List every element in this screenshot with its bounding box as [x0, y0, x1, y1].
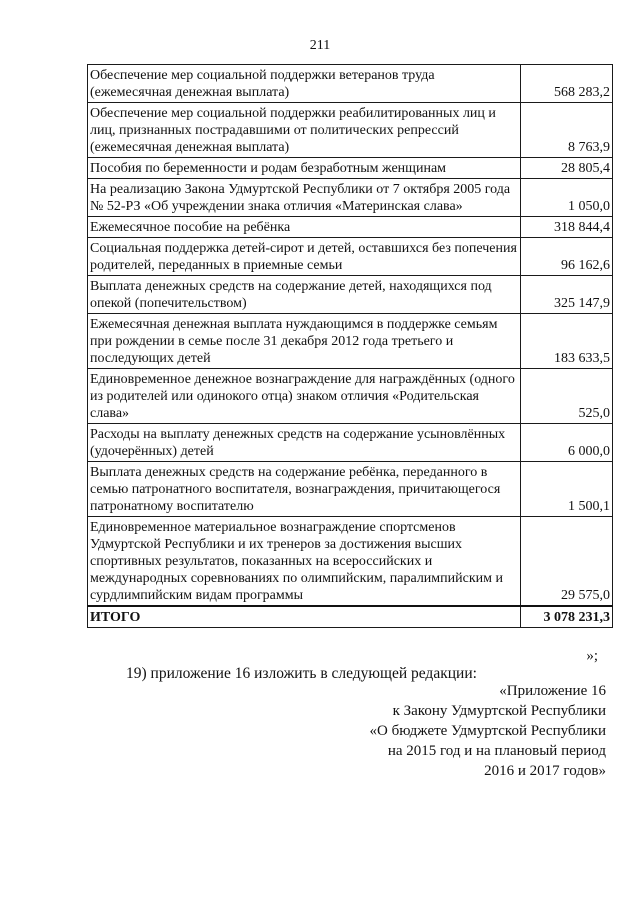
- row-name: Обеспечение мер социальной поддержки ветеранов труда (ежемесячная денежная выплата): [88, 65, 521, 103]
- closing-quote: »;: [586, 648, 598, 664]
- table-row: [88, 517, 613, 607]
- table-row: [88, 238, 613, 276]
- row-name: На реализацию Закона Удмуртской Республики от 7 октября 2005 года № 52-РЗ «Об учреждении знака отличия «Материнская слава»: [88, 179, 521, 217]
- budget-table-body: [88, 65, 613, 628]
- table-row: [88, 276, 613, 314]
- appendix-ref-line: «О бюджете Удмуртской Республики: [369, 723, 606, 739]
- row-amount: 525,0: [521, 369, 613, 424]
- row-amount: 8 763,9: [521, 103, 613, 158]
- row-amount: 568 283,2: [521, 65, 613, 103]
- row-name: Ежемесячная денежная выплата нуждающимся в поддержке семьям при рождении в семье после 31 декабря 2012 года третьего и последующих детей: [88, 314, 521, 369]
- appendix-reference: [286, 681, 606, 781]
- appendix-ref-line: «Приложение 16: [499, 683, 606, 699]
- row-name: Единовременное материальное вознаграждение спортсменов Удмуртской Республики и их тренеров за достижения высших спортивных результатов, показанных на всероссийских и международных соревнованиях по олимпийским, паралимпийским и сурдлимпийским видам программы: [88, 517, 521, 607]
- amendment-instruction: 19) приложение 16 изложить в следующей редакции:: [126, 665, 477, 682]
- page-number: 211: [309, 38, 331, 53]
- row-amount: 96 162,6: [521, 238, 613, 276]
- table-row: [88, 217, 613, 238]
- table-row: [88, 158, 613, 179]
- table-row: [88, 462, 613, 517]
- appendix-ref-line: 2016 и 2017 годов»: [484, 763, 606, 779]
- appendix-ref-line: к Закону Удмуртской Республики: [392, 703, 606, 719]
- total-label: ИТОГО: [88, 606, 521, 628]
- row-amount: 1 050,0: [521, 179, 613, 217]
- row-amount: 325 147,9: [521, 276, 613, 314]
- row-name: Социальная поддержка детей-сирот и детей, оставшихся без попечения родителей, переданных в приемные семьи: [88, 238, 521, 276]
- table-row: [88, 314, 613, 369]
- row-amount: 29 575,0: [521, 517, 613, 607]
- budget-table: [87, 64, 613, 628]
- appendix-ref-line: на 2015 год и на плановый период: [387, 743, 606, 759]
- row-amount: 6 000,0: [521, 424, 613, 462]
- row-name: Расходы на выплату денежных средств на содержание усыновлённых (удочерённых) детей: [88, 424, 521, 462]
- row-name: Пособия по беременности и родам безработным женщинам: [88, 158, 521, 179]
- table-row: [88, 369, 613, 424]
- row-name: Выплата денежных средств на содержание детей, находящихся под опекой (попечительством): [88, 276, 521, 314]
- total-amount: 3 078 231,3: [521, 606, 613, 628]
- row-amount: 183 633,5: [521, 314, 613, 369]
- row-amount: 1 500,1: [521, 462, 613, 517]
- row-name: Обеспечение мер социальной поддержки реабилитированных лиц и лиц, признанных пострадавшими от политических репрессий (ежемесячная денежная выплата): [88, 103, 521, 158]
- row-name: Ежемесячное пособие на ребёнка: [88, 217, 521, 238]
- table-row: [88, 103, 613, 158]
- total-row: [88, 606, 613, 628]
- row-name: Выплата денежных средств на содержание ребёнка, переданного в семью патронатного воспитателя, вознаграждения, причитающегося патронатному воспитателю: [88, 462, 521, 517]
- row-name: Единовременное денежное вознаграждение для награждённых (одного из родителей или одинокого отца) знаком отличия «Родительская слава»: [88, 369, 521, 424]
- table-row: [88, 179, 613, 217]
- row-amount: 28 805,4: [521, 158, 613, 179]
- table-row: [88, 424, 613, 462]
- row-amount: 318 844,4: [521, 217, 613, 238]
- table-row: [88, 65, 613, 103]
